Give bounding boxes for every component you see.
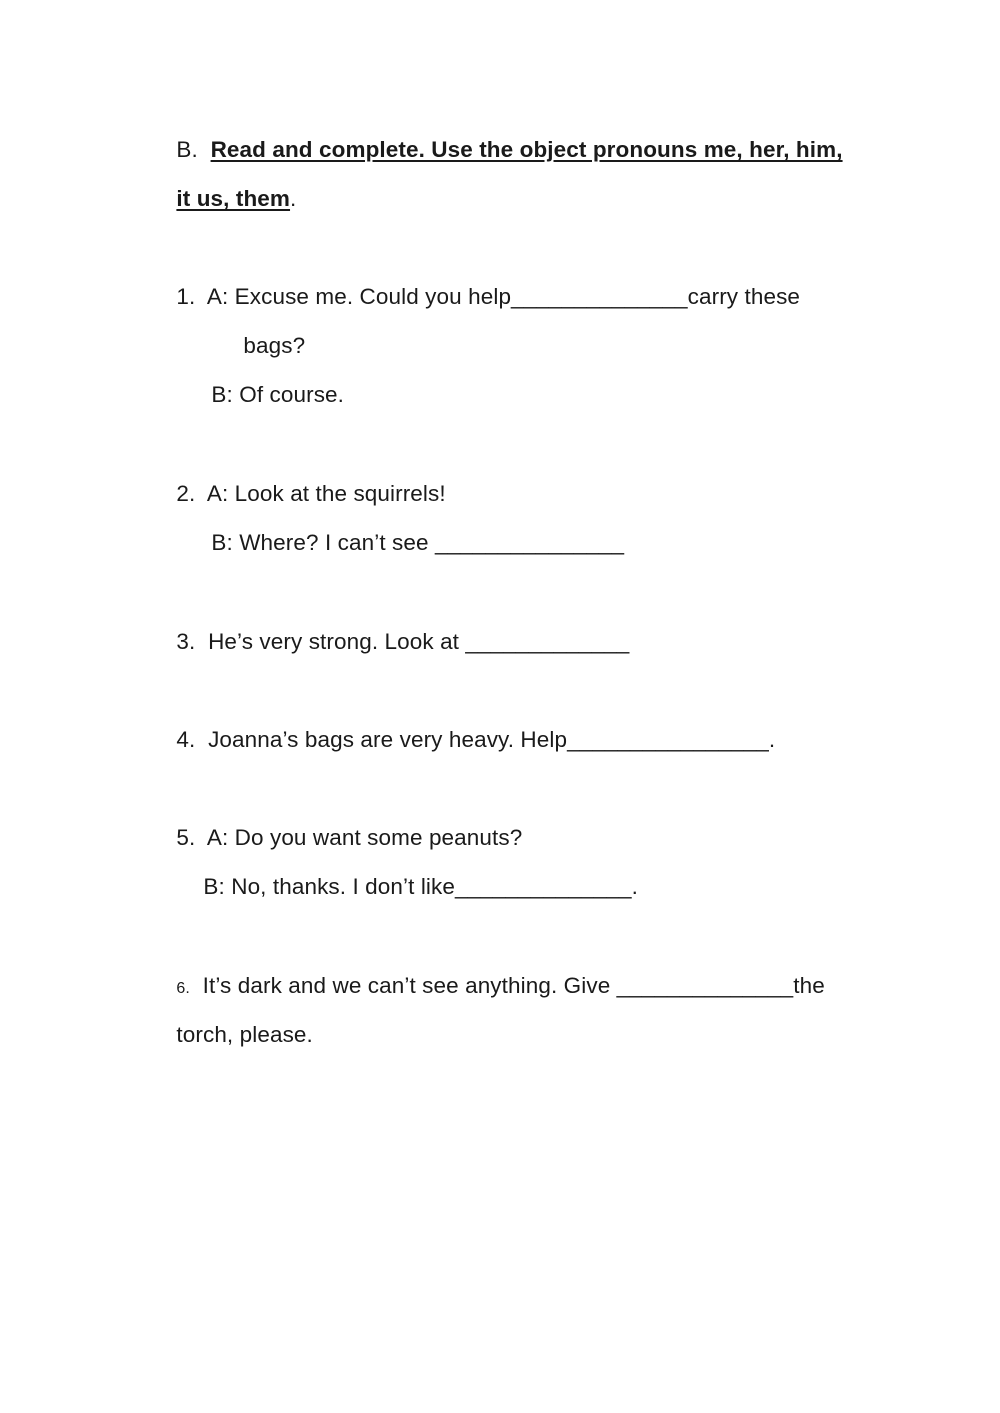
item-4-line-1: Joanna’s bags are very heavy. Help________________. bbox=[208, 727, 776, 752]
section-instructions-line-2: it us, them bbox=[176, 186, 291, 211]
item-5-line-1: A: Do you want some peanuts? bbox=[206, 825, 523, 850]
section-instructions-line-1: Read and complete. Use the object pronouns me, her, him, bbox=[210, 137, 843, 162]
item-6-line-1: It’s dark and we can’t see anything. Give ______________the bbox=[202, 973, 825, 998]
item-3-line-1: He’s very strong. Look at _____________ bbox=[208, 629, 630, 654]
item-6-line-2: torch, please. bbox=[176, 1022, 313, 1047]
section-heading-line-2 bbox=[151, 154, 296, 244]
item-number: 5. bbox=[176, 825, 196, 850]
item-5-line-2: B: No, thanks. I don’t like______________. bbox=[203, 874, 638, 899]
item-1-line-3-row bbox=[186, 350, 344, 440]
item-number: 1. bbox=[176, 284, 196, 309]
item-1-line-2: bags? bbox=[243, 333, 306, 358]
item-2-line-1: A: Look at the squirrels! bbox=[206, 481, 446, 506]
item-1-line-3: B: Of course. bbox=[211, 382, 345, 407]
exercise-item-3 bbox=[151, 597, 629, 687]
item-number: 4. bbox=[176, 727, 196, 752]
exercise-item-4 bbox=[151, 695, 775, 785]
item-number: 6. bbox=[176, 980, 190, 997]
item-6-line-2-row bbox=[151, 990, 313, 1080]
item-number: 3. bbox=[176, 629, 196, 654]
item-2-line-2-row bbox=[186, 498, 624, 588]
item-2-line-2: B: Where? I can’t see _______________ bbox=[211, 530, 625, 555]
section-letter: B. bbox=[176, 137, 198, 162]
item-5-line-2-row bbox=[178, 842, 638, 932]
item-1-line-1: A: Excuse me. Could you help______________carry these bbox=[206, 284, 801, 309]
section-heading-period: . bbox=[290, 186, 297, 211]
item-number: 2. bbox=[176, 481, 196, 506]
